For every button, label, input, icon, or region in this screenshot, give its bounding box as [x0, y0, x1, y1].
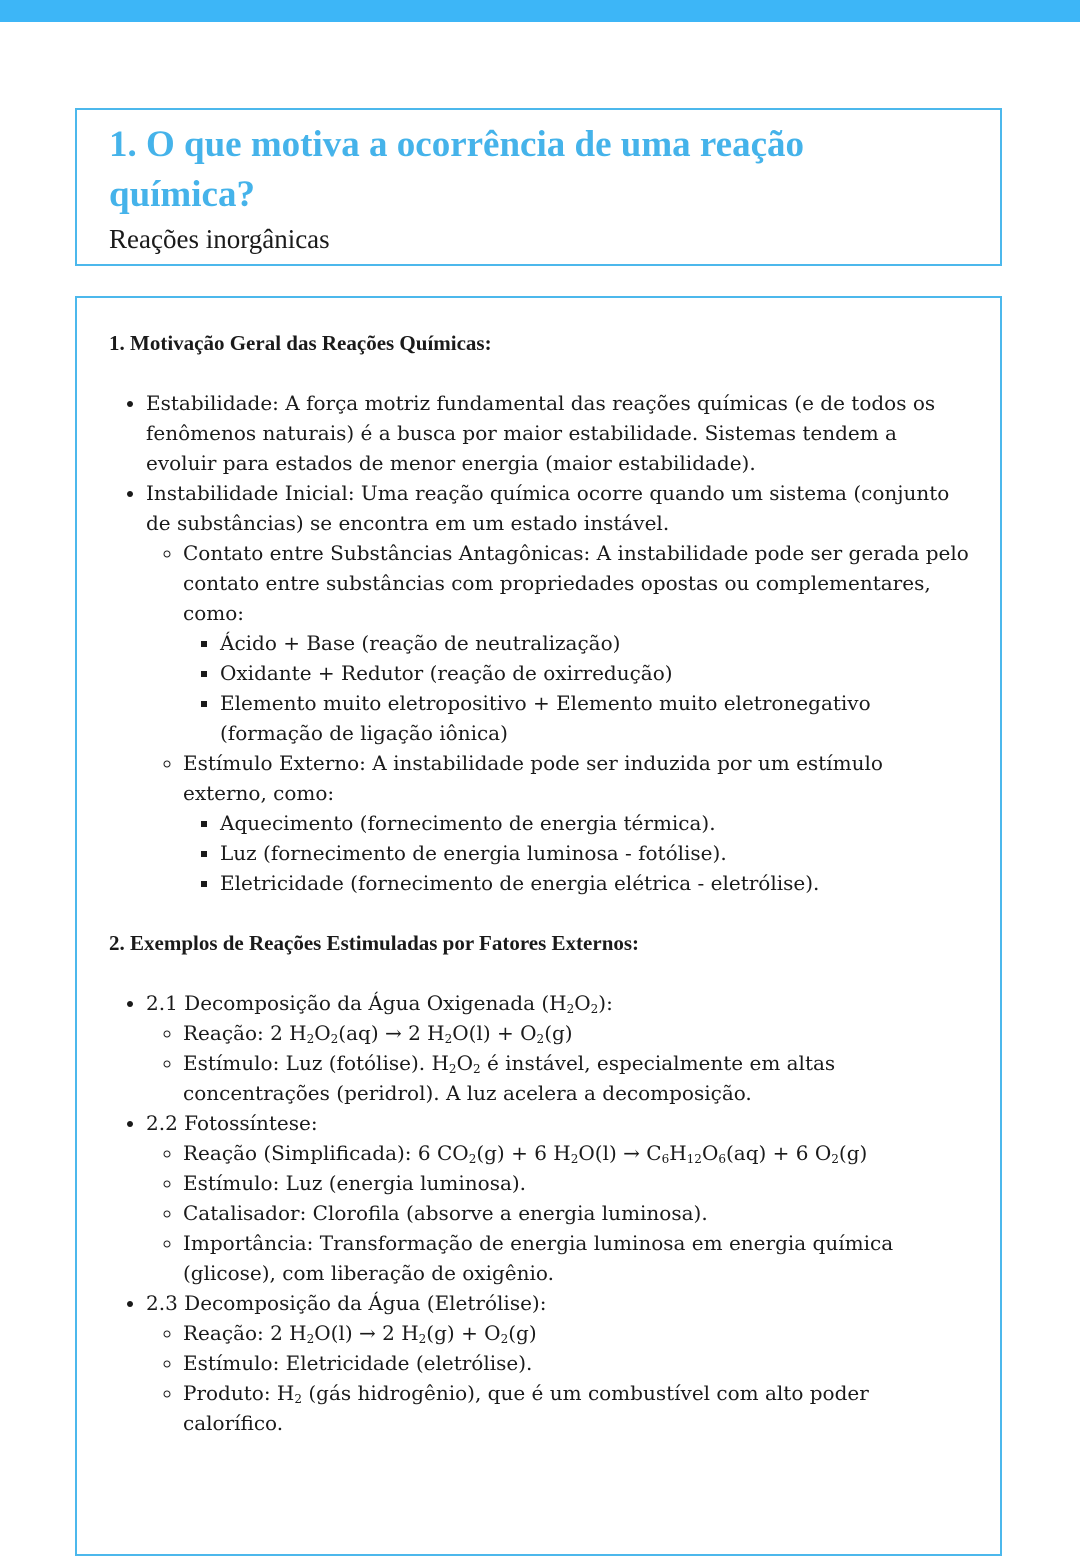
list-item: ◦ Estímulo: Eletricidade (eletrólise). — [183, 1348, 969, 1378]
list-item: ◦ Produto: $H_2$ (gás hidrogênio), que é um combustível com alto poder calorífico. — [183, 1378, 969, 1438]
list-item: ◦ Contato entre Substâncias Antagônicas: A instabilidade pode ser gerada pelo contato entre substâncias com propriedades opostas ou complementares, como: ▪ Ácido + Base (reação de neutralização) ▪ Oxidante + Redutor (reação de oxirredução) ▪ Elemento muito eletropositivo + Elemento muito eletronegativo (formação de ligação iônica) — [183, 538, 969, 748]
page-title: 1. O que motiva a ocorrência de uma reação química? — [109, 124, 804, 215]
list-item: ▪ Oxidante + Redutor (reação de oxirredução) — [220, 658, 969, 688]
sublist — [146, 538, 969, 898]
list-item: ▪ Ácido + Base (reação de neutralização) — [220, 628, 969, 658]
list-item: • Estabilidade: A força motriz fundamental das reações químicas (e de todos os fenômenos naturais) é a busca por maior estabilidade. Sistemas tendem a evoluir para estados de menor energia (maior estabilidade). — [146, 388, 969, 478]
sublist — [183, 808, 969, 898]
list-item: ▪ Aquecimento (fornecimento de energia térmica). — [220, 808, 969, 838]
list-item: ▪ Eletricidade (fornecimento de energia elétrica - eletrólise). — [220, 868, 969, 898]
list-item: ◦ Estímulo Externo: A instabilidade pode ser induzida por um estímulo externo, como: ▪ Aquecimento (fornecimento de energia térmica). ▪ Luz (fornecimento de energia luminosa - fotólise). ▪ Eletricidade (fornecimento de energia elétrica - eletrólise). — [183, 748, 969, 898]
list-item: ◦ Reação: 2 $H_2O(l) \to 2$ $H_2(g) + O_2(g)$ — [183, 1318, 969, 1348]
section2-heading: 2. Exemplos de Reações Estimuladas por Fatores Externos: — [109, 931, 640, 955]
section2-list — [109, 988, 969, 1438]
sublist — [146, 1018, 969, 1108]
list-item: • Instabilidade Inicial: Uma reação química ocorre quando um sistema (conjunto de substâncias) se encontra em um estado instável. ◦ Contato entre Substâncias Antagônicas: A instabilidade pode ser gerada pelo contato entre substâncias com propriedades opostas ou complementares, como: ▪ Ácido + Base (reação de neutralização) ▪ Oxidante + Redutor (reação de oxirredução) ▪ Elemento muito eletropositivo + Elemento muito eletronegativo (formação de ligação iônica) ◦ Estímulo Externo: A instabilidade pode ser induzida por um estímulo externo, como: ▪ Aquecimento (fornecimento de energia térmica). ▪ Luz (fornecimento de energia luminosa - fotólise). ▪ Eletricidade (fornecimento de energia elétrica - eletrólise). — [146, 478, 969, 898]
list-item: • 2.2 Fotossíntese: ◦ Reação (Simplificada): 6 $CO_2(g) + 6$ $H_2O(l) \to C_6H_{12}O_6(aq) + 6$ $O_2(g)$ ◦ Estímulo: Luz (energia luminosa). ◦ Catalisador: Clorofila (absorve a energia luminosa). ◦ Importância: Transformação de energia luminosa em energia química (glicose), com liberação de oxigênio. — [146, 1108, 969, 1288]
list-item: ◦ Importância: Transformação de energia luminosa em energia química (glicose), com liberação de oxigênio. — [183, 1228, 969, 1288]
list-item: ◦ Catalisador: Clorofila (absorve a energia luminosa). — [183, 1198, 969, 1228]
list-item: ◦ Estímulo: Luz (energia luminosa). — [183, 1168, 969, 1198]
list-item: ◦ Reação (Simplificada): 6 $CO_2(g) + 6$ $H_2O(l) \to C_6H_{12}O_6(aq) + 6$ $O_2(g)$ — [183, 1138, 969, 1168]
list-item: ◦ Estímulo: Luz (fotólise). $H_2O_2$ é instável, especialmente em altas concentrações (peridrol). A luz acelera a decomposição. — [183, 1048, 969, 1108]
section1-heading: 1. Motivação Geral das Reações Químicas: — [109, 331, 492, 355]
top-accent-bar — [0, 0, 1080, 22]
content-body — [109, 328, 969, 1468]
title-box — [75, 108, 1002, 266]
list-item: • 2.1 Decomposição da Água Oxigenada $(H_2O_2)$: ◦ Reação: 2 $H_2O_2(aq) \to 2$ $H_2O(l) + O_2(g)$ ◦ Estímulo: Luz (fotólise). $H_2O_2$ é instável, especialmente em altas concentrações (peridrol). A luz acelera a decomposição. — [146, 988, 969, 1108]
list-item: • 2.3 Decomposição da Água (Eletrólise): ◦ Reação: 2 $H_2O(l) \to 2$ $H_2(g) + O_2(g)$ ◦ Estímulo: Eletricidade (eletrólise). ◦ Produto: $H_2$ (gás hidrogênio), que é um combustível com alto poder calorífico. — [146, 1288, 969, 1438]
list-item: ▪ Elemento muito eletropositivo + Elemento muito eletronegativo (formação de ligação iônica) — [220, 688, 969, 748]
sublist — [146, 1318, 969, 1438]
sublist — [146, 1138, 969, 1288]
list-item: ◦ Reação: 2 $H_2O_2(aq) \to 2$ $H_2O(l) + O_2(g)$ — [183, 1018, 969, 1048]
section1-list — [109, 388, 969, 898]
sublist — [183, 628, 969, 748]
page-subtitle: Reações inorgânicas — [109, 224, 330, 254]
list-item: ▪ Luz (fornecimento de energia luminosa - fotólise). — [220, 838, 969, 868]
content-box — [75, 296, 1002, 1556]
